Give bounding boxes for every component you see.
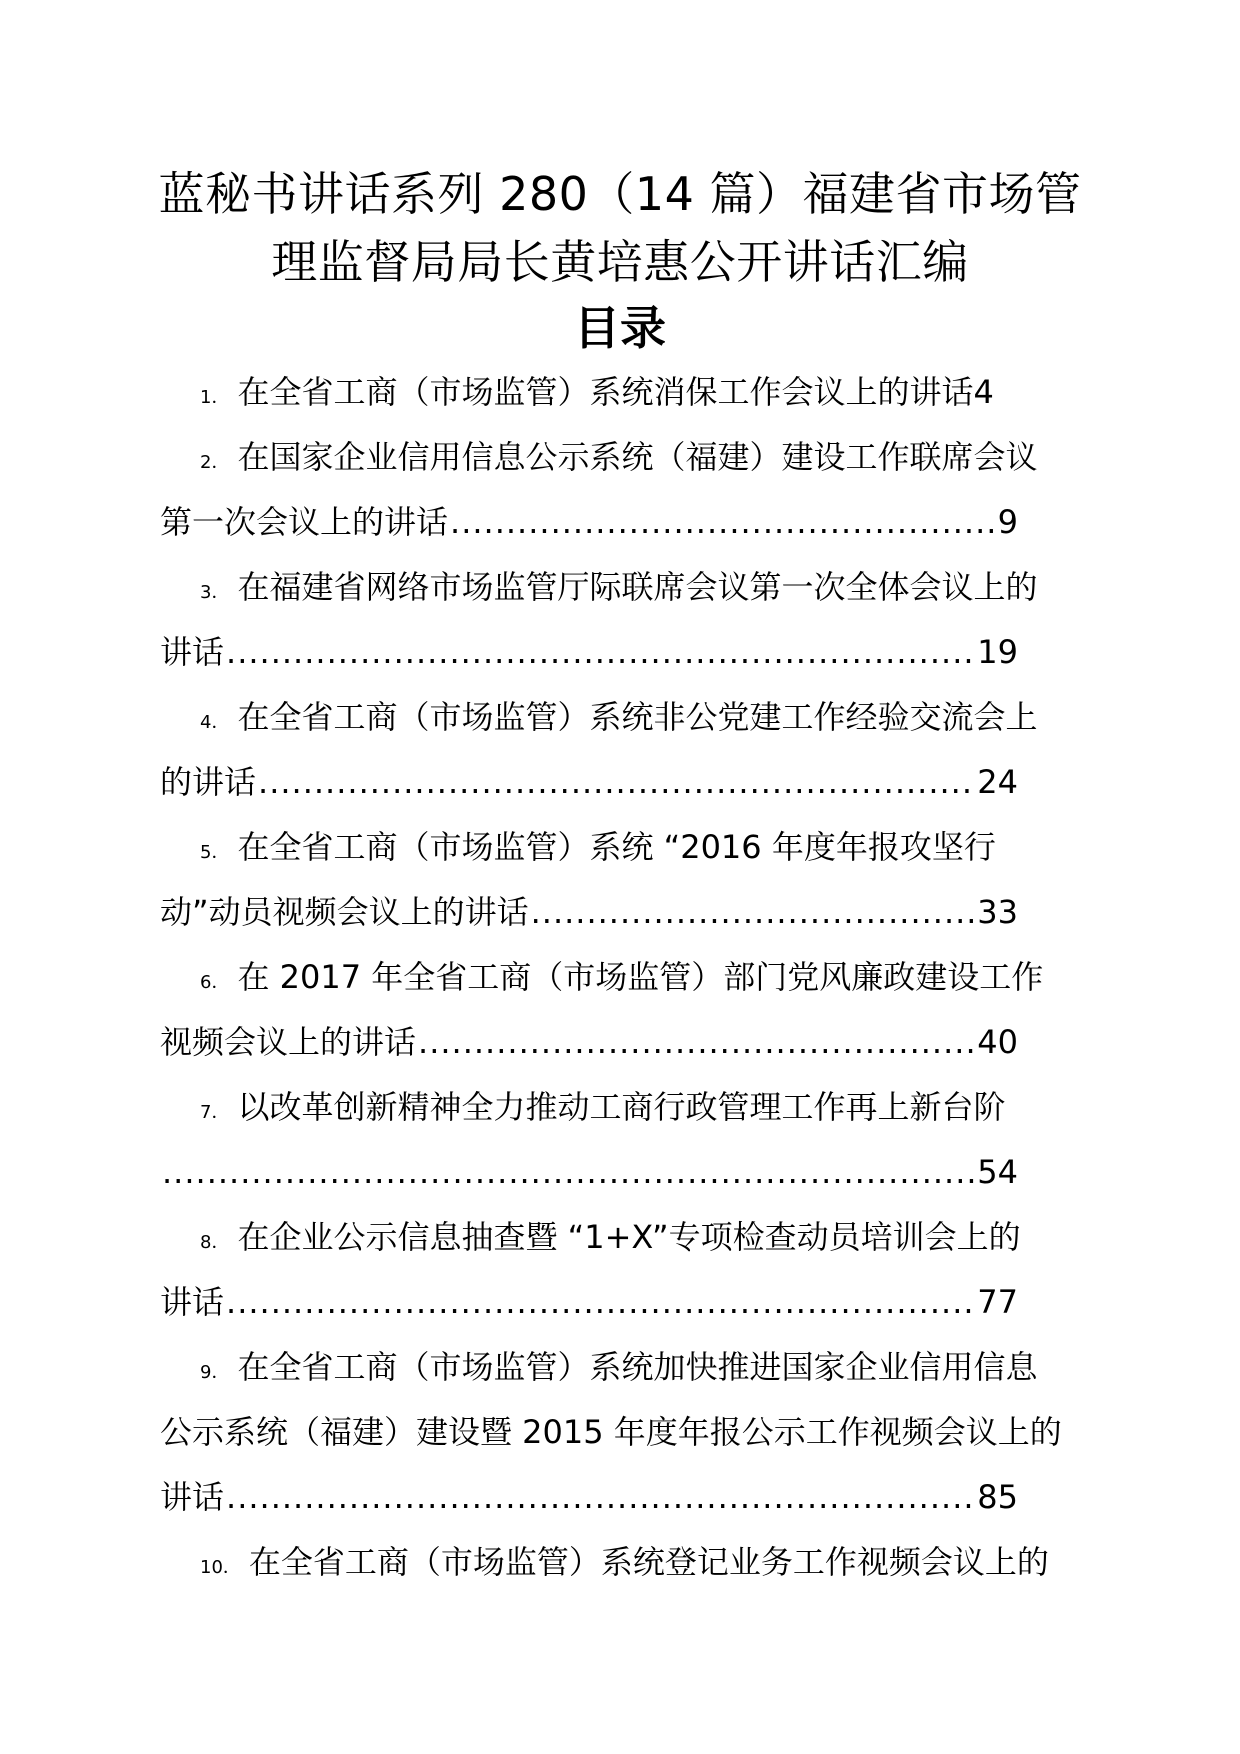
toc-entry-line — [160, 945, 1090, 1010]
toc-entry-leader-line — [160, 1270, 1090, 1335]
toc-entry-title: 在企业公示信息抽查暨 “1+X”专项检查动员培训会上的 — [237, 1218, 1021, 1256]
toc-entry-line — [160, 1400, 1090, 1465]
toc-entry-title: 在 2017 年全省工商（市场监管）部门党风廉政建设工作 — [237, 958, 1044, 996]
toc-entry-page-number: 9 — [997, 503, 1018, 541]
document-title — [140, 160, 1100, 296]
toc-entry-number: 10． — [200, 1557, 241, 1578]
toc-entry-line — [160, 360, 1090, 425]
toc-entry-number: 9． — [200, 1362, 230, 1383]
toc-entry-number: 1． — [200, 387, 230, 408]
dot-leader — [531, 880, 976, 945]
toc-entry[interactable] — [160, 1530, 1090, 1595]
toc-entry-leader-line — [160, 750, 1090, 815]
title-line-1: 蓝秘书讲话系列 280（14 篇）福建省市场管 — [158, 167, 1082, 221]
toc-entry[interactable] — [160, 945, 1090, 1075]
toc-entry-title: 以改革创新精神全力推动工商行政管理工作再上新台阶 — [237, 1088, 1006, 1126]
toc-entry-title: 在全省工商（市场监管）系统加快推进国家企业信用信息 — [237, 1348, 1038, 1386]
toc-entry-number: 5． — [200, 842, 230, 863]
dot-leader — [418, 1010, 975, 1075]
toc-entry-title: 在全省工商（市场监管）系统非公党建工作经验交流会上 — [237, 698, 1038, 736]
toc-entry-page-number: 85 — [977, 1478, 1018, 1516]
toc-entry-title-end: 讲话 — [160, 1283, 225, 1321]
toc-entry[interactable] — [160, 815, 1090, 945]
dot-leader — [258, 750, 975, 815]
toc-heading: 目录 — [574, 301, 666, 355]
toc-entry-title: 在全省工商（市场监管）系统消保工作会议上的讲话4 — [237, 373, 994, 411]
toc-entry[interactable] — [160, 1205, 1090, 1335]
toc-entry-title: 在全省工商（市场监管）系统登记业务工作视频会议上的 — [248, 1543, 1049, 1581]
toc-entry-line — [160, 1335, 1090, 1400]
toc-entry-leader-line — [160, 880, 1090, 945]
table-of-contents — [160, 360, 1090, 1595]
toc-entry-page-number: 24 — [977, 763, 1018, 801]
toc-entry-page-number: 40 — [977, 1023, 1018, 1061]
toc-entry-leader-line — [160, 490, 1090, 555]
toc-entry-line — [160, 1075, 1090, 1140]
toc-entry-title-end: 动”动员视频会议上的讲话 — [160, 893, 529, 931]
toc-entry-line — [160, 1530, 1090, 1595]
toc-entry-number: 6． — [200, 972, 230, 993]
title-line-2: 理监督局局长黄培惠公开讲话汇编 — [271, 235, 969, 289]
toc-entry-title-end: 第一次会议上的讲话 — [160, 503, 449, 541]
toc-entry-leader-line — [160, 1010, 1090, 1075]
toc-entry-number: 8． — [200, 1232, 230, 1253]
toc-entry-number: 4． — [200, 712, 230, 733]
toc-entry-leader-line — [160, 620, 1090, 685]
toc-entry-line — [160, 815, 1090, 880]
toc-entry-line — [160, 1205, 1090, 1270]
dot-leader — [450, 490, 996, 555]
toc-entry-page-number: 33 — [977, 893, 1018, 931]
toc-entry-title-end: 的讲话 — [160, 763, 257, 801]
toc-entry-number: 2． — [200, 452, 230, 473]
toc-entry-number: 7． — [200, 1102, 230, 1123]
toc-entry-title: 公示系统（福建）建设暨 2015 年度年报公示工作视频会议上的 — [160, 1413, 1062, 1451]
dot-leader — [226, 620, 975, 685]
toc-entry-line — [160, 425, 1090, 490]
toc-entry-page-number: 19 — [977, 633, 1018, 671]
toc-entry-number: 3． — [200, 582, 230, 603]
toc-entry-title-end: 视频会议上的讲话 — [160, 1023, 417, 1061]
toc-entry[interactable] — [160, 360, 1090, 425]
toc-entry[interactable] — [160, 425, 1090, 555]
dot-leader — [226, 1270, 975, 1335]
toc-entry-page-number: 54 — [977, 1153, 1018, 1191]
toc-entry-line — [160, 685, 1090, 750]
dot-leader — [162, 1140, 975, 1205]
toc-entry-title: 在国家企业信用信息公示系统（福建）建设工作联席会议 — [237, 438, 1038, 476]
toc-entry[interactable] — [160, 555, 1090, 685]
dot-leader — [226, 1465, 975, 1530]
toc-entry[interactable] — [160, 1075, 1090, 1205]
toc-entry-line — [160, 555, 1090, 620]
toc-entry[interactable] — [160, 1335, 1090, 1530]
toc-entry-title: 在全省工商（市场监管）系统 “2016 年度年报攻坚行 — [237, 828, 996, 866]
toc-entry-title-end: 讲话 — [160, 633, 225, 671]
toc-entry[interactable] — [160, 685, 1090, 815]
toc-entry-title-end: 讲话 — [160, 1478, 225, 1516]
toc-entry-title: 在福建省网络市场监管厅际联席会议第一次全体会议上的 — [237, 568, 1038, 606]
toc-entry-page-number: 77 — [977, 1283, 1018, 1321]
toc-entry-leader-line — [160, 1465, 1090, 1530]
toc-entry-leader-line — [160, 1140, 1090, 1205]
